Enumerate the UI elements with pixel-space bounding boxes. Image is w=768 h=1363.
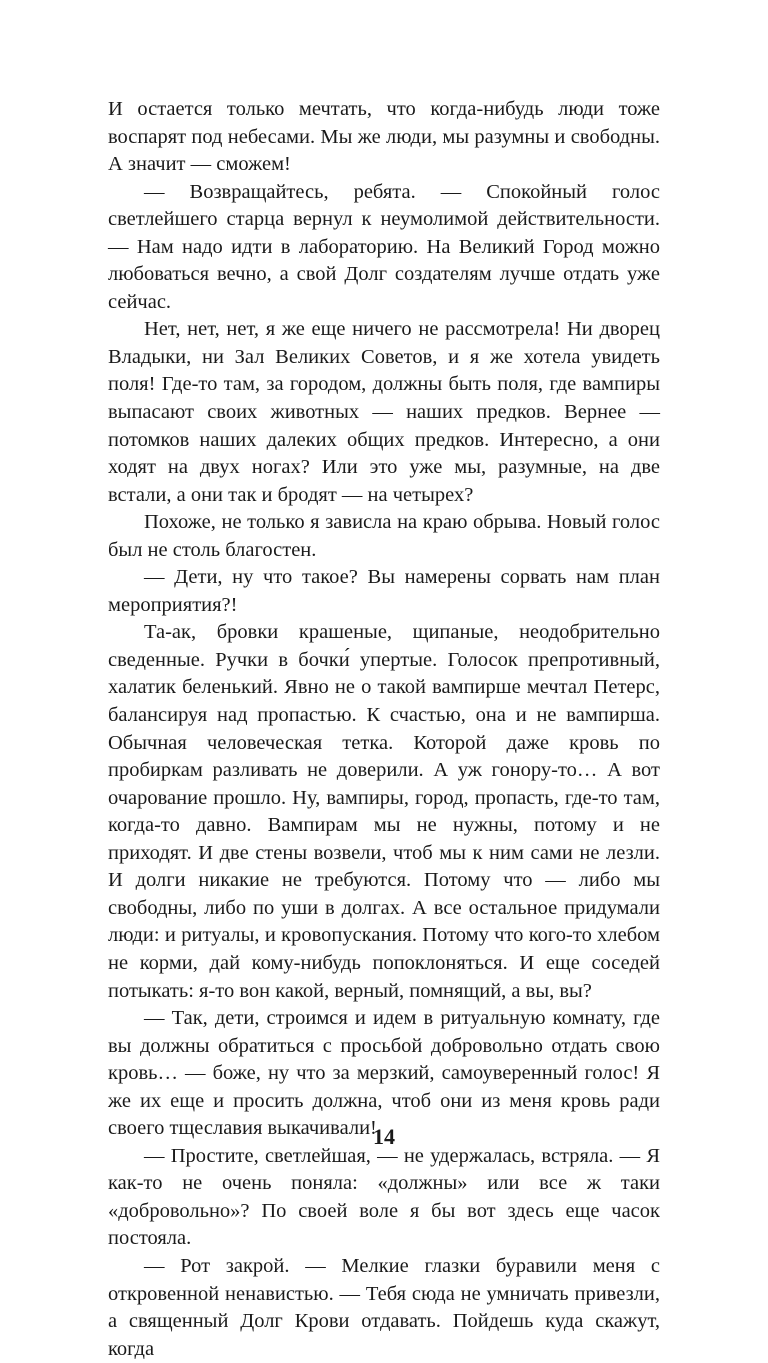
paragraph: Та-ак, бровки крашеные, щипаные, неодобрительно сведенные. Ручки в бочки́ упертые. Голосок препротивный, халатик беленький. Явно не о такой вампирше мечтал Петерс, балансируя над пропастью. К счастью, она и не вампирша. Обычная человеческая тетка. Которой даже кровь по пробиркам разливать не доверили. А уж гонору-то… А вот очарование прошло. Ну, вампиры, город, пропасть, где-то там, когда-то давно. Вампирам мы не нужны, потому и не приходят. И две стены возвели, чтоб мы к ним сами не лезли. И долги никакие не требуются. Потому что — либо мы свободны, либо по уши в долгах. А все остальное придумали люди: и ритуалы, и кровопускания. Потому что кого-то хлебом не корми, дай кому-нибудь попоклоняться. И еще соседей потыкать: я-то вон какой, верный, помнящий, а вы, вы? [108,621,660,1002]
paragraph: — Дети, ну что такое? Вы намерены сорвать нам план мероприятия?! [108,566,660,616]
page-number: 14 [373,1124,395,1149]
page-body [108,96,660,1363]
paragraph: — Так, дети, строимся и идем в ритуальную комнату, где вы должны обратиться с просьбой добровольно отдать свою кровь… — боже, ну что за мерзкий, самоуверенный голос! Я же их еще и просить должна, чтоб они из меня кровь ради своего тщеславия выкачивали! [108,1007,660,1140]
paragraph: Похоже, не только я зависла на краю обрыва. Новый голос был не столь благостен. [108,511,660,561]
paragraph: — Рот закрой. — Мелкие глазки буравили меня с откровенной ненавистью. — Тебя сюда не умничать привезли, а священный Долг Крови отдавать. Пойдешь куда скажут, когда [108,1254,660,1360]
paragraph: — Простите, светлейшая, — не удержалась, встряла. — Я как-то не очень поняла: «должны» или все ж таки «добровольно»? По своей воле я бы вот здесь еще часок постояла. [108,1144,660,1250]
paragraph: — Возвращайтесь, ребята. — Спокойный голос светлейшего старца вернул к неумолимой действительности. — Нам надо идти в лабораторию. На Великий Город можно любоваться вечно, а свой Долг создателям лучше отдать уже сейчас. [108,180,660,313]
text-block [108,96,660,1363]
paragraph: И остается только мечтать, что когда-нибудь люди тоже воспарят под небесами. Мы же люди, мы разумны и свободны. А значит — сможем! [108,98,660,176]
paragraph: Нет, нет, нет, я же еще ничего не рассмотрела! Ни дворец Владыки, ни Зал Великих Советов, и я же хотела увидеть поля! Где-то там, за городом, должны быть поля, где вампиры выпасают своих животных — наших предков. Вернее — потомков наших далеких общих предков. Интересно, а они ходят на двух ногах? Или это уже мы, разумные, на две встали, а они так и бродят — на четырех? [108,318,660,506]
